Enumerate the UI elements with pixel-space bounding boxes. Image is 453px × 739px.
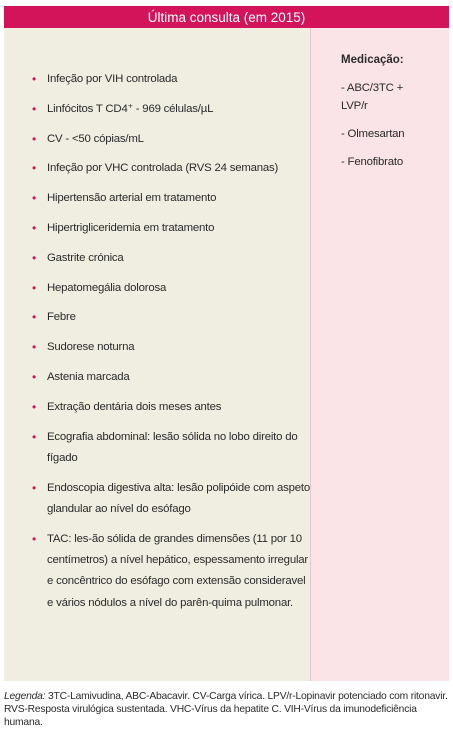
table-title: Última consulta (em 2015)	[147, 9, 306, 25]
finding-item: • Ecografia abdominal: lesão sólida no lobo direito do fígado	[32, 427, 310, 470]
finding-item: • Hepatomegália dolorosa	[32, 278, 310, 299]
medication-list	[341, 79, 449, 171]
legend	[4, 690, 450, 729]
legend-label: Legenda:	[4, 691, 46, 702]
finding-item: • Extração dentária dois meses antes	[32, 397, 310, 418]
finding-item: • Hipertrigliceridemia em tratamento	[32, 218, 310, 239]
finding-item: • CV - <50 cópias/mL	[32, 129, 310, 150]
findings-list	[4, 28, 310, 614]
table-body	[4, 28, 449, 681]
finding-item: • Linfócitos T CD4⁺ - 969 células/µL	[32, 99, 310, 120]
medication-item: - Olmesartan	[341, 128, 405, 140]
medication-item: - Fenofibrato	[341, 156, 403, 168]
finding-item: • Hipertensão arterial em tratamento	[32, 188, 310, 209]
finding-item: • Infeção por VIH controlada	[32, 69, 310, 90]
finding-item: • Astenia marcada	[32, 367, 310, 388]
findings-column	[4, 28, 311, 681]
legend-text: 3TC-Lamivudina, ABC-Abacavir. CV-Carga vírica. LPV/r-Lopinavir potenciado com ritonavir. RVS-Resposta virulógica sustentada. VHC-Vírus da hepatite C. VIH-Vírus da imunodeficiência humana.	[4, 691, 448, 728]
finding-item: • Febre	[32, 307, 310, 328]
finding-item: • TAC: les-ão sólida de grandes dimensões (11 por 10 centímetros) a nível hepático, espessamento irregular e concêntrico do esófago com extensão consideravel e vários nódulos a nível do parên-quima pulmonar.	[32, 529, 310, 614]
medication-title: Medicação:	[341, 54, 404, 66]
medication-column	[311, 28, 449, 681]
finding-item: • Infeção por VHC controlada (RVS 24 semanas)	[32, 158, 310, 179]
finding-item: • Endoscopia digestiva alta: lesão polipóide com aspeto glandular ao nível do esófago	[32, 478, 310, 521]
medication-item: - ABC/3TC + LVP/r	[341, 82, 404, 112]
table-header	[4, 6, 449, 28]
finding-item: • Sudorese noturna	[32, 337, 310, 358]
finding-item: • Gastrite crónica	[32, 248, 310, 269]
clinical-summary-table	[4, 6, 449, 681]
